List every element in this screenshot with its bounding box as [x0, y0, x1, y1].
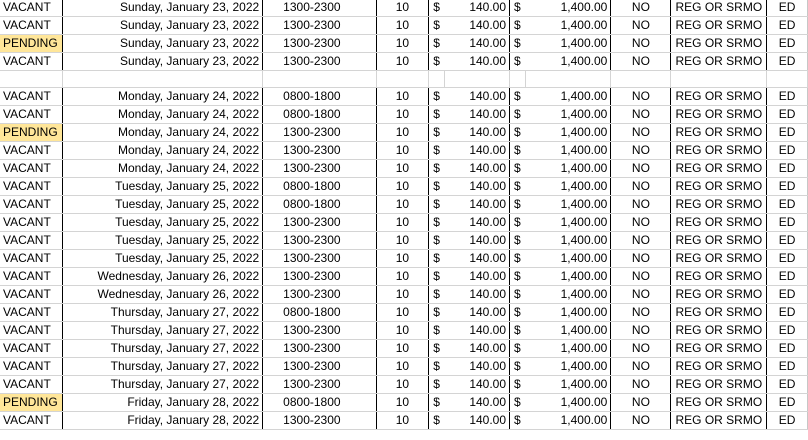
table-row	[0, 35, 808, 53]
status-cell[interactable]: VACANT	[0, 304, 62, 322]
time-range-cell[interactable]: 1300-2300	[263, 286, 376, 304]
hours-cell[interactable]: 10	[376, 232, 429, 250]
hours-cell[interactable]: 10	[376, 412, 429, 430]
hours-cell[interactable]: 10	[376, 250, 429, 268]
requirement-cell[interactable]: REG OR SRMO	[671, 196, 767, 214]
flag-cell[interactable]: NO	[611, 250, 671, 268]
date-cell[interactable]	[62, 71, 262, 88]
total-currency-symbol[interactable]: $	[510, 88, 526, 106]
flag-cell[interactable]: NO	[611, 358, 671, 376]
unit-cell[interactable]: ED	[767, 340, 808, 358]
unit-cell[interactable]: ED	[767, 196, 808, 214]
rate-cell[interactable]: 140.00	[445, 196, 510, 214]
flag-cell[interactable]: NO	[611, 412, 671, 430]
total-currency-symbol[interactable]: $	[510, 322, 526, 340]
flag-cell[interactable]: NO	[611, 394, 671, 412]
hours-cell[interactable]: 10	[376, 106, 429, 124]
rate-currency-symbol[interactable]: $	[429, 340, 445, 358]
requirement-cell[interactable]: REG OR SRMO	[671, 124, 767, 142]
total-cell[interactable]: 1,400.00	[525, 340, 610, 358]
time-range-cell[interactable]: 0800-1800	[263, 304, 376, 322]
table-row	[0, 17, 808, 35]
rate-currency-symbol[interactable]: $	[429, 88, 445, 106]
total-currency-symbol[interactable]: $	[510, 53, 526, 71]
rate-cell[interactable]: 140.00	[445, 394, 510, 412]
unit-cell[interactable]: ED	[767, 304, 808, 322]
status-cell[interactable]: VACANT	[0, 106, 62, 124]
unit-cell[interactable]: ED	[767, 178, 808, 196]
hours-cell[interactable]: 10	[376, 268, 429, 286]
rate-currency-symbol[interactable]: $	[429, 394, 445, 412]
requirement-cell[interactable]: REG OR SRMO	[671, 322, 767, 340]
status-cell[interactable]: VACANT	[0, 88, 62, 106]
flag-cell[interactable]: NO	[611, 88, 671, 106]
date-cell[interactable]: Thursday, January 27, 2022	[62, 304, 262, 322]
rate-cell[interactable]: 140.00	[445, 142, 510, 160]
requirement-cell[interactable]: REG OR SRMO	[671, 232, 767, 250]
flag-cell[interactable]: NO	[611, 35, 671, 53]
date-cell[interactable]: Wednesday, January 26, 2022	[62, 286, 262, 304]
rate-cell[interactable]: 140.00	[445, 286, 510, 304]
requirement-cell[interactable]: REG OR SRMO	[671, 286, 767, 304]
rate-cell[interactable]: 140.00	[445, 53, 510, 71]
total-currency-symbol[interactable]: $	[510, 358, 526, 376]
status-cell[interactable]: PENDING	[0, 35, 62, 53]
requirement-cell[interactable]: REG OR SRMO	[671, 17, 767, 35]
hours-cell[interactable]: 10	[376, 214, 429, 232]
table-row	[0, 88, 808, 106]
status-cell[interactable]: VACANT	[0, 53, 62, 71]
status-cell[interactable]: VACANT	[0, 376, 62, 394]
total-cell[interactable]: 1,400.00	[525, 160, 610, 178]
rate-currency-symbol[interactable]: $	[429, 124, 445, 142]
date-cell[interactable]: Thursday, January 27, 2022	[62, 376, 262, 394]
rate-currency-symbol[interactable]: $	[429, 17, 445, 35]
flag-cell[interactable]: NO	[611, 286, 671, 304]
total-cell[interactable]: 1,400.00	[525, 88, 610, 106]
date-cell[interactable]: Thursday, January 27, 2022	[62, 358, 262, 376]
total-currency-symbol[interactable]: $	[510, 412, 526, 430]
table-row	[0, 286, 808, 304]
hours-cell[interactable]: 10	[376, 178, 429, 196]
unit-cell[interactable]: ED	[767, 358, 808, 376]
unit-cell[interactable]: ED	[767, 376, 808, 394]
hours-cell[interactable]: 10	[376, 53, 429, 71]
unit-cell[interactable]: ED	[767, 53, 808, 71]
rate-cell[interactable]: 140.00	[445, 35, 510, 53]
hours-cell[interactable]: 10	[376, 358, 429, 376]
unit-cell[interactable]: ED	[767, 286, 808, 304]
total-currency-symbol[interactable]: $	[510, 35, 526, 53]
rate-cell[interactable]: 140.00	[445, 232, 510, 250]
status-cell[interactable]: VACANT	[0, 268, 62, 286]
total-cell[interactable]: 1,400.00	[525, 106, 610, 124]
requirement-cell[interactable]: REG OR SRMO	[671, 178, 767, 196]
time-range-cell[interactable]: 0800-1800	[263, 394, 376, 412]
total-cell[interactable]	[525, 71, 610, 88]
table-row	[0, 178, 808, 196]
rate-cell[interactable]: 140.00	[445, 322, 510, 340]
total-currency-symbol[interactable]: $	[510, 340, 526, 358]
time-range-cell[interactable]: 1300-2300	[263, 160, 376, 178]
rate-currency-symbol[interactable]: $	[429, 196, 445, 214]
time-range-cell[interactable]: 1300-2300	[263, 340, 376, 358]
unit-cell[interactable]: ED	[767, 106, 808, 124]
rate-cell[interactable]	[445, 71, 510, 88]
flag-cell[interactable]: NO	[611, 53, 671, 71]
hours-cell[interactable]: 10	[376, 0, 429, 17]
rate-currency-symbol[interactable]: $	[429, 286, 445, 304]
time-range-cell[interactable]: 1300-2300	[263, 17, 376, 35]
rate-currency-symbol[interactable]	[429, 71, 445, 88]
flag-cell[interactable]: NO	[611, 340, 671, 358]
requirement-cell[interactable]: REG OR SRMO	[671, 376, 767, 394]
hours-cell[interactable]: 10	[376, 160, 429, 178]
requirement-cell[interactable]: REG OR SRMO	[671, 268, 767, 286]
time-range-cell[interactable]: 0800-1800	[263, 88, 376, 106]
time-range-cell[interactable]: 1300-2300	[263, 124, 376, 142]
unit-cell[interactable]: ED	[767, 142, 808, 160]
table-row	[0, 322, 808, 340]
rate-currency-symbol[interactable]: $	[429, 412, 445, 430]
rate-cell[interactable]: 140.00	[445, 412, 510, 430]
date-cell[interactable]: Tuesday, January 25, 2022	[62, 178, 262, 196]
total-currency-symbol[interactable]: $	[510, 196, 526, 214]
rate-cell[interactable]: 140.00	[445, 0, 510, 17]
table-row	[0, 160, 808, 178]
total-cell[interactable]: 1,400.00	[525, 178, 610, 196]
rate-cell[interactable]: 140.00	[445, 214, 510, 232]
time-range-cell[interactable]: 1300-2300	[263, 53, 376, 71]
total-cell[interactable]: 1,400.00	[525, 196, 610, 214]
hours-cell[interactable]	[376, 71, 429, 88]
hours-cell[interactable]: 10	[376, 376, 429, 394]
time-range-cell[interactable]: 0800-1800	[263, 106, 376, 124]
unit-cell[interactable]: ED	[767, 88, 808, 106]
rate-currency-symbol[interactable]: $	[429, 322, 445, 340]
requirement-cell[interactable]: REG OR SRMO	[671, 250, 767, 268]
hours-cell[interactable]: 10	[376, 88, 429, 106]
total-cell[interactable]: 1,400.00	[525, 232, 610, 250]
flag-cell[interactable]: NO	[611, 0, 671, 17]
flag-cell[interactable]: NO	[611, 160, 671, 178]
rate-currency-symbol[interactable]: $	[429, 376, 445, 394]
total-cell[interactable]: 1,400.00	[525, 124, 610, 142]
date-cell[interactable]: Tuesday, January 25, 2022	[62, 232, 262, 250]
time-range-cell[interactable]: 1300-2300	[263, 268, 376, 286]
rate-currency-symbol[interactable]: $	[429, 142, 445, 160]
status-cell[interactable]: VACANT	[0, 160, 62, 178]
status-cell[interactable]: PENDING	[0, 124, 62, 142]
date-cell[interactable]: Tuesday, January 25, 2022	[62, 196, 262, 214]
time-range-cell[interactable]: 1300-2300	[263, 322, 376, 340]
hours-cell[interactable]: 10	[376, 304, 429, 322]
total-cell[interactable]: 1,400.00	[525, 17, 610, 35]
date-cell[interactable]: Thursday, January 27, 2022	[62, 340, 262, 358]
total-cell[interactable]: 1,400.00	[525, 268, 610, 286]
date-cell[interactable]: Thursday, January 27, 2022	[62, 322, 262, 340]
requirement-cell[interactable]: REG OR SRMO	[671, 35, 767, 53]
table-row	[0, 412, 808, 430]
unit-cell[interactable]: ED	[767, 268, 808, 286]
blank-row	[0, 71, 808, 88]
rate-cell[interactable]: 140.00	[445, 340, 510, 358]
date-cell[interactable]: Monday, January 24, 2022	[62, 124, 262, 142]
time-range-cell[interactable]: 0800-1800	[263, 178, 376, 196]
table-row	[0, 394, 808, 412]
flag-cell[interactable]: NO	[611, 376, 671, 394]
flag-cell[interactable]: NO	[611, 17, 671, 35]
time-range-cell[interactable]: 1300-2300	[263, 250, 376, 268]
table-row	[0, 106, 808, 124]
requirement-cell[interactable]: REG OR SRMO	[671, 160, 767, 178]
unit-cell[interactable]: ED	[767, 124, 808, 142]
table-row	[0, 358, 808, 376]
unit-cell[interactable]: ED	[767, 322, 808, 340]
status-cell[interactable]: VACANT	[0, 0, 62, 17]
status-cell[interactable]: VACANT	[0, 412, 62, 430]
rate-currency-symbol[interactable]: $	[429, 232, 445, 250]
table-row	[0, 142, 808, 160]
unit-cell[interactable]: ED	[767, 250, 808, 268]
rate-cell[interactable]: 140.00	[445, 178, 510, 196]
table-row	[0, 376, 808, 394]
rate-currency-symbol[interactable]: $	[429, 214, 445, 232]
status-cell[interactable]: VACANT	[0, 340, 62, 358]
rate-cell[interactable]: 140.00	[445, 304, 510, 322]
total-currency-symbol[interactable]: $	[510, 214, 526, 232]
total-cell[interactable]: 1,400.00	[525, 250, 610, 268]
unit-cell[interactable]: ED	[767, 232, 808, 250]
total-cell[interactable]: 1,400.00	[525, 358, 610, 376]
total-currency-symbol[interactable]: $	[510, 0, 526, 17]
total-currency-symbol[interactable]: $	[510, 250, 526, 268]
hours-cell[interactable]: 10	[376, 142, 429, 160]
total-currency-symbol[interactable]: $	[510, 124, 526, 142]
rate-cell[interactable]: 140.00	[445, 268, 510, 286]
table-row	[0, 53, 808, 71]
status-cell[interactable]: VACANT	[0, 196, 62, 214]
hours-cell[interactable]: 10	[376, 35, 429, 53]
flag-cell[interactable]: NO	[611, 214, 671, 232]
total-currency-symbol[interactable]: $	[510, 232, 526, 250]
total-cell[interactable]: 1,400.00	[525, 35, 610, 53]
rate-currency-symbol[interactable]: $	[429, 268, 445, 286]
time-range-cell[interactable]: 1300-2300	[263, 376, 376, 394]
flag-cell[interactable]: NO	[611, 232, 671, 250]
total-cell[interactable]: 1,400.00	[525, 322, 610, 340]
total-currency-symbol[interactable]: $	[510, 142, 526, 160]
status-cell[interactable]: PENDING	[0, 394, 62, 412]
time-range-cell[interactable]: 1300-2300	[263, 358, 376, 376]
requirement-cell[interactable]: REG OR SRMO	[671, 412, 767, 430]
flag-cell[interactable]: NO	[611, 142, 671, 160]
requirement-cell[interactable]: REG OR SRMO	[671, 304, 767, 322]
rate-currency-symbol[interactable]: $	[429, 250, 445, 268]
table-row	[0, 250, 808, 268]
unit-cell[interactable]: ED	[767, 0, 808, 17]
date-cell[interactable]: Tuesday, January 25, 2022	[62, 250, 262, 268]
flag-cell[interactable]: NO	[611, 322, 671, 340]
status-cell[interactable]: VACANT	[0, 232, 62, 250]
requirement-cell[interactable]: REG OR SRMO	[671, 0, 767, 17]
table-row	[0, 124, 808, 142]
total-currency-symbol[interactable]: $	[510, 17, 526, 35]
flag-cell[interactable]: NO	[611, 304, 671, 322]
hours-cell[interactable]: 10	[376, 394, 429, 412]
unit-cell[interactable]: ED	[767, 214, 808, 232]
status-cell[interactable]: VACANT	[0, 250, 62, 268]
requirement-cell[interactable]: REG OR SRMO	[671, 142, 767, 160]
table-row	[0, 304, 808, 322]
total-cell[interactable]: 1,400.00	[525, 53, 610, 71]
rate-currency-symbol[interactable]: $	[429, 106, 445, 124]
requirement-cell[interactable]: REG OR SRMO	[671, 340, 767, 358]
time-range-cell[interactable]: 1300-2300	[263, 412, 376, 430]
hours-cell[interactable]: 10	[376, 17, 429, 35]
time-range-cell[interactable]: 1300-2300	[263, 35, 376, 53]
total-currency-symbol[interactable]: $	[510, 106, 526, 124]
unit-cell[interactable]: ED	[767, 412, 808, 430]
total-cell[interactable]: 1,400.00	[525, 214, 610, 232]
status-cell[interactable]: VACANT	[0, 142, 62, 160]
status-cell[interactable]: VACANT	[0, 178, 62, 196]
total-currency-symbol[interactable]: $	[510, 178, 526, 196]
time-range-cell[interactable]: 1300-2300	[263, 214, 376, 232]
date-cell[interactable]: Monday, January 24, 2022	[62, 160, 262, 178]
total-cell[interactable]: 1,400.00	[525, 304, 610, 322]
total-cell[interactable]: 1,400.00	[525, 0, 610, 17]
date-cell[interactable]: Friday, January 28, 2022	[62, 412, 262, 430]
rate-cell[interactable]: 140.00	[445, 160, 510, 178]
time-range-cell[interactable]	[263, 71, 376, 88]
unit-cell[interactable]	[767, 71, 808, 88]
date-cell[interactable]: Friday, January 28, 2022	[62, 394, 262, 412]
flag-cell[interactable]	[611, 71, 671, 88]
time-range-cell[interactable]: 1300-2300	[263, 232, 376, 250]
date-cell[interactable]: Sunday, January 23, 2022	[62, 35, 262, 53]
total-currency-symbol[interactable]	[510, 71, 526, 88]
rate-currency-symbol[interactable]: $	[429, 35, 445, 53]
total-cell[interactable]: 1,400.00	[525, 142, 610, 160]
flag-cell[interactable]: NO	[611, 268, 671, 286]
status-cell[interactable]: VACANT	[0, 17, 62, 35]
time-range-cell[interactable]: 1300-2300	[263, 142, 376, 160]
hours-cell[interactable]: 10	[376, 340, 429, 358]
status-cell[interactable]	[0, 71, 62, 88]
unit-cell[interactable]: ED	[767, 160, 808, 178]
rate-cell[interactable]: 140.00	[445, 17, 510, 35]
status-cell[interactable]: VACANT	[0, 322, 62, 340]
total-currency-symbol[interactable]: $	[510, 376, 526, 394]
total-currency-symbol[interactable]: $	[510, 268, 526, 286]
status-cell[interactable]: VACANT	[0, 358, 62, 376]
table-row	[0, 232, 808, 250]
table-row	[0, 268, 808, 286]
unit-cell[interactable]: ED	[767, 394, 808, 412]
table-row	[0, 214, 808, 232]
requirement-cell[interactable]	[671, 71, 767, 88]
date-cell[interactable]: Monday, January 24, 2022	[62, 106, 262, 124]
status-cell[interactable]: VACANT	[0, 214, 62, 232]
date-cell[interactable]: Sunday, January 23, 2022	[62, 53, 262, 71]
rate-currency-symbol[interactable]: $	[429, 358, 445, 376]
total-cell[interactable]: 1,400.00	[525, 376, 610, 394]
rate-cell[interactable]: 140.00	[445, 250, 510, 268]
table-row	[0, 0, 808, 17]
requirement-cell[interactable]: REG OR SRMO	[671, 394, 767, 412]
time-range-cell[interactable]: 0800-1800	[263, 196, 376, 214]
requirement-cell[interactable]: REG OR SRMO	[671, 106, 767, 124]
rate-cell[interactable]: 140.00	[445, 88, 510, 106]
rate-cell[interactable]: 140.00	[445, 376, 510, 394]
total-cell[interactable]: 1,400.00	[525, 394, 610, 412]
total-currency-symbol[interactable]: $	[510, 160, 526, 178]
rate-currency-symbol[interactable]: $	[429, 53, 445, 71]
total-currency-symbol[interactable]: $	[510, 286, 526, 304]
date-cell[interactable]: Tuesday, January 25, 2022	[62, 214, 262, 232]
unit-cell[interactable]: ED	[767, 35, 808, 53]
rate-currency-symbol[interactable]: $	[429, 178, 445, 196]
hours-cell[interactable]: 10	[376, 196, 429, 214]
table-row	[0, 340, 808, 358]
date-cell[interactable]: Monday, January 24, 2022	[62, 88, 262, 106]
flag-cell[interactable]: NO	[611, 106, 671, 124]
flag-cell[interactable]: NO	[611, 196, 671, 214]
requirement-cell[interactable]: REG OR SRMO	[671, 88, 767, 106]
status-cell[interactable]: VACANT	[0, 286, 62, 304]
total-cell[interactable]: 1,400.00	[525, 286, 610, 304]
hours-cell[interactable]: 10	[376, 322, 429, 340]
date-cell[interactable]: Sunday, January 23, 2022	[62, 17, 262, 35]
flag-cell[interactable]: NO	[611, 124, 671, 142]
hours-cell[interactable]: 10	[376, 286, 429, 304]
time-range-cell[interactable]: 1300-2300	[263, 0, 376, 17]
unit-cell[interactable]: ED	[767, 17, 808, 35]
table-row	[0, 196, 808, 214]
requirement-cell[interactable]: REG OR SRMO	[671, 214, 767, 232]
requirement-cell[interactable]: REG OR SRMO	[671, 53, 767, 71]
date-cell[interactable]: Sunday, January 23, 2022	[62, 0, 262, 17]
rate-cell[interactable]: 140.00	[445, 106, 510, 124]
rate-currency-symbol[interactable]: $	[429, 304, 445, 322]
rate-currency-symbol[interactable]: $	[429, 160, 445, 178]
date-cell[interactable]: Monday, January 24, 2022	[62, 142, 262, 160]
rate-cell[interactable]: 140.00	[445, 358, 510, 376]
date-cell[interactable]: Wednesday, January 26, 2022	[62, 268, 262, 286]
flag-cell[interactable]: NO	[611, 178, 671, 196]
total-currency-symbol[interactable]: $	[510, 394, 526, 412]
hours-cell[interactable]: 10	[376, 124, 429, 142]
total-currency-symbol[interactable]: $	[510, 304, 526, 322]
rate-cell[interactable]: 140.00	[445, 124, 510, 142]
requirement-cell[interactable]: REG OR SRMO	[671, 358, 767, 376]
rate-currency-symbol[interactable]: $	[429, 0, 445, 17]
total-cell[interactable]: 1,400.00	[525, 412, 610, 430]
